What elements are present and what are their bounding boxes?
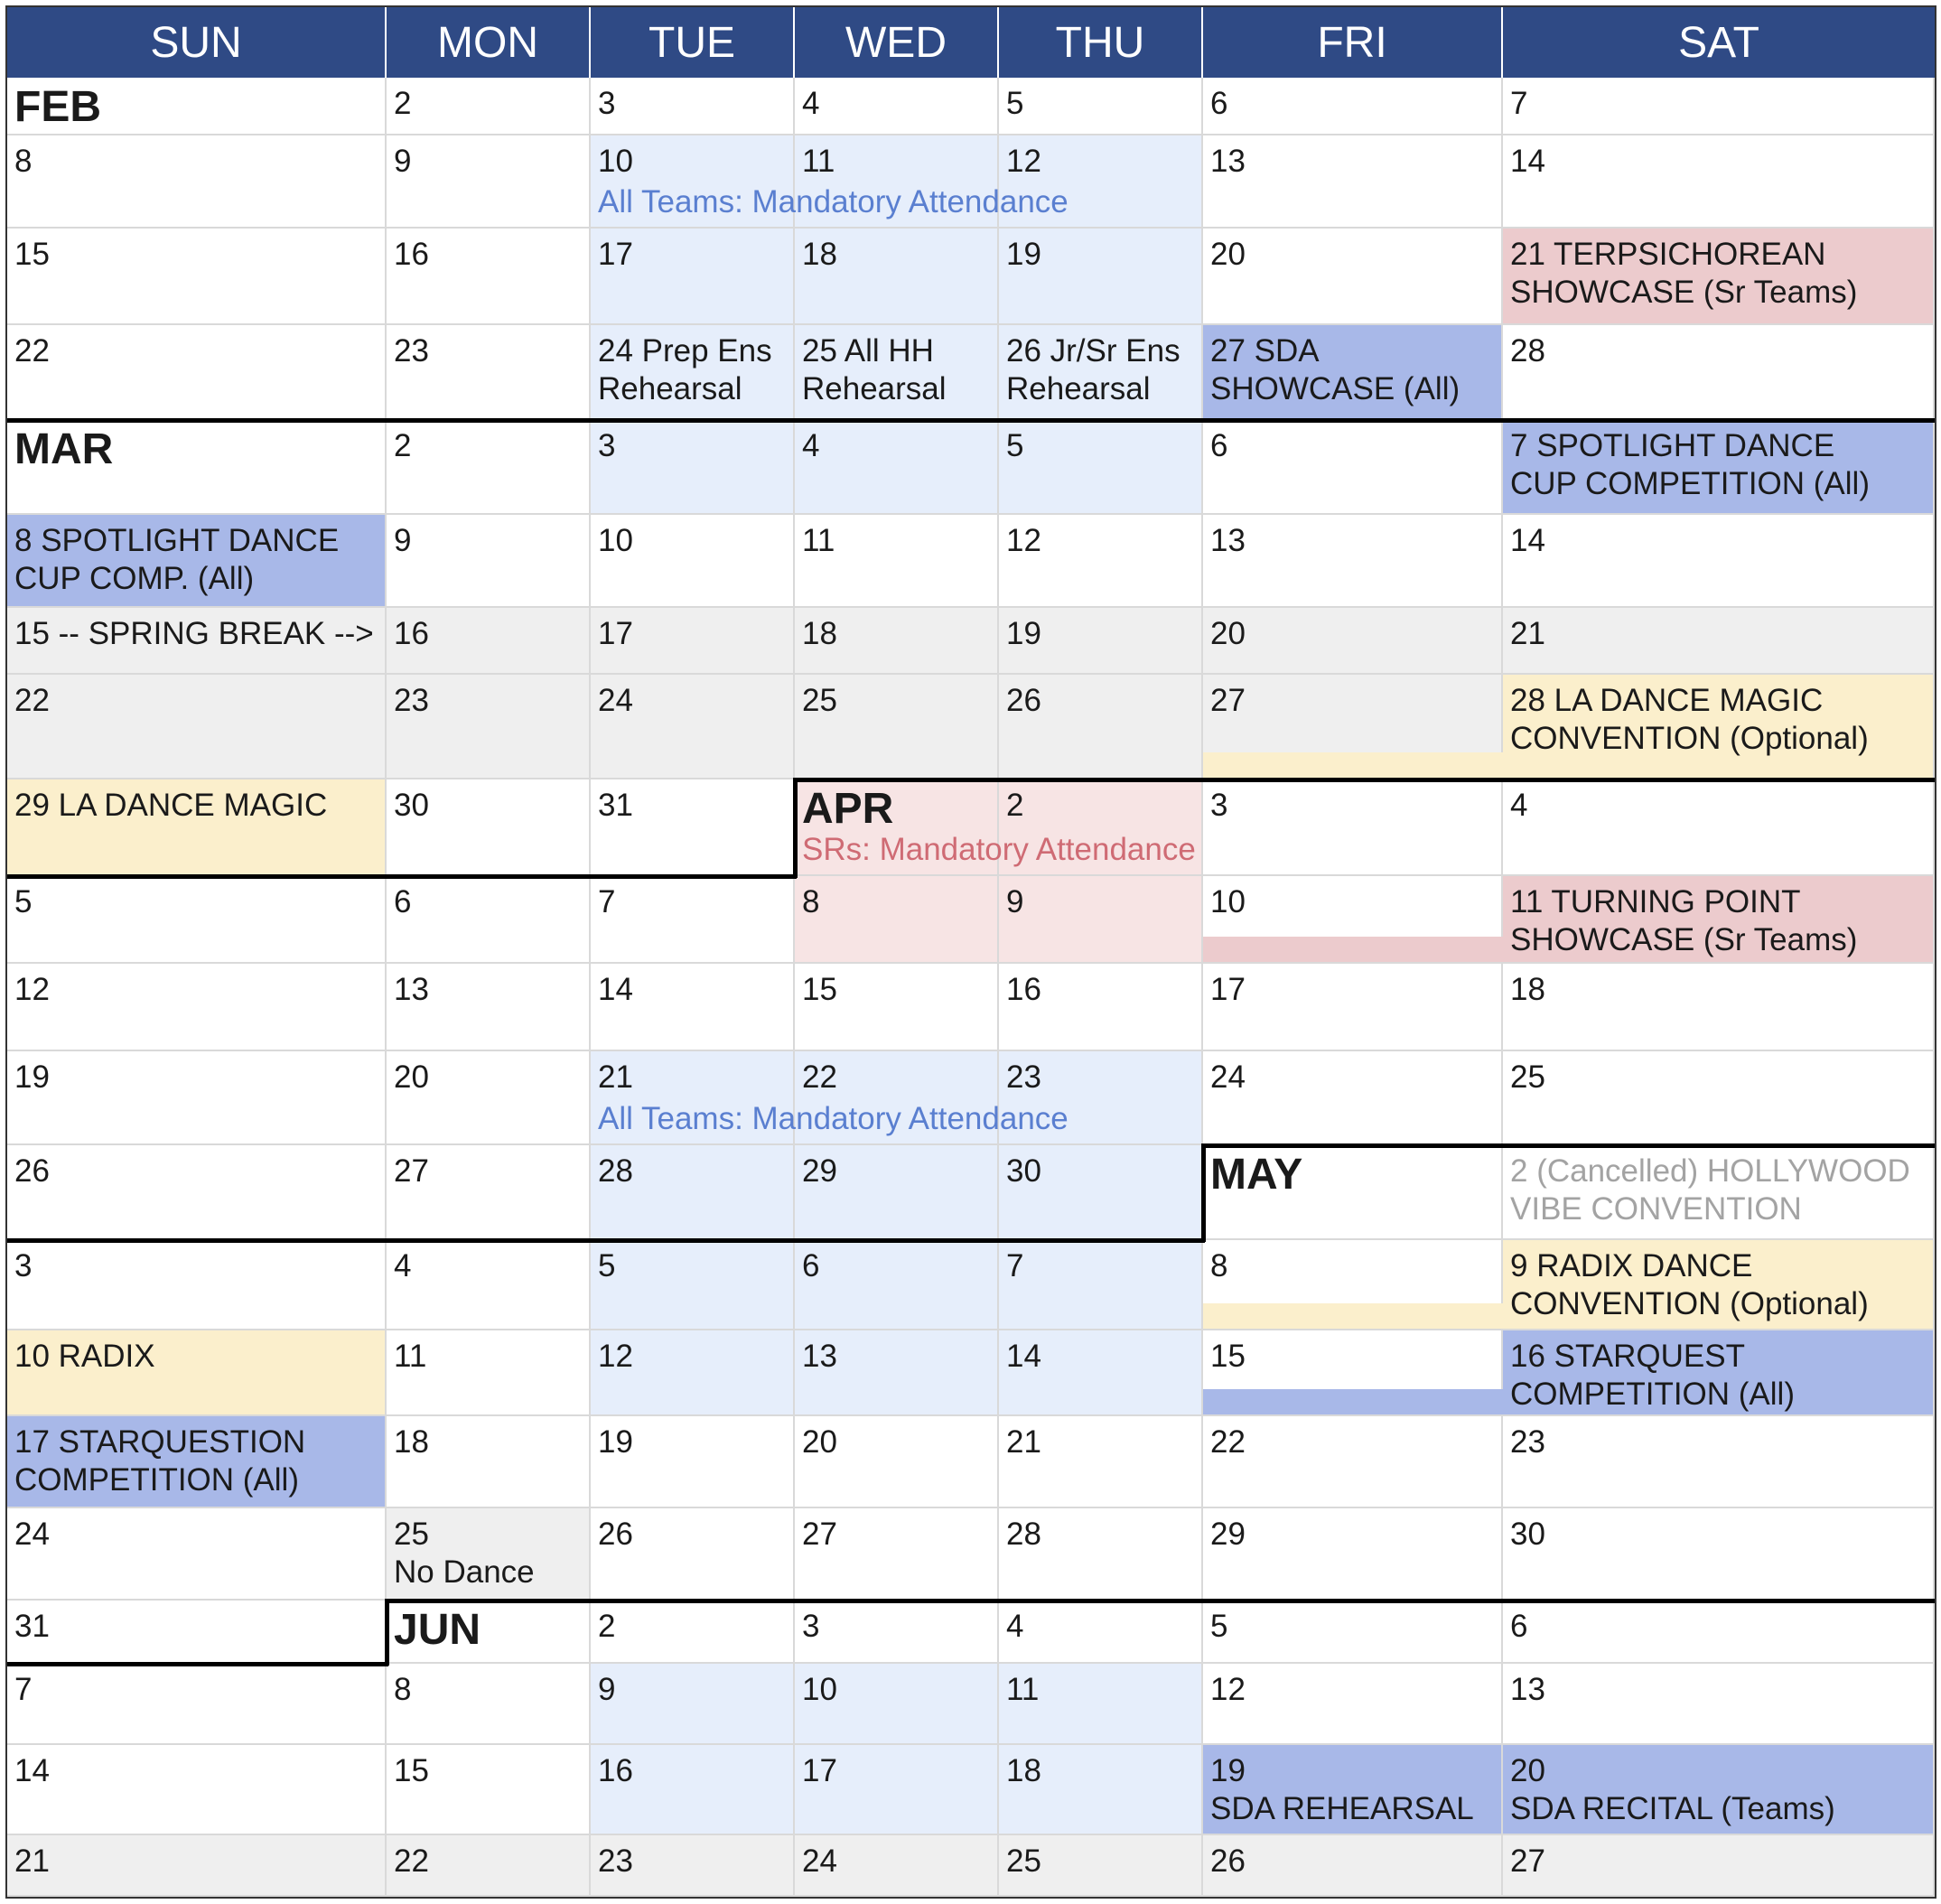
day-cell-text: 10 RADIX xyxy=(14,1339,155,1374)
day-cell-text: 21 xyxy=(1006,1424,1041,1460)
day-cell-text: 7 SPOTLIGHT DANCE CUP COMPETITION (All) xyxy=(1510,428,1870,501)
day-cell-text: 5 xyxy=(14,884,33,919)
day-cell-text: 6 xyxy=(394,884,412,919)
day-cell-text: 2 xyxy=(1006,788,1024,823)
day-cell-text: 20 xyxy=(1210,237,1246,272)
day-cell-text: 5 xyxy=(1210,1609,1228,1644)
day-cell-text: 6 xyxy=(1210,428,1228,463)
day-cell-text: 16 xyxy=(598,1753,633,1788)
day-cell-text: 11 xyxy=(394,1339,427,1374)
day-cell-text: 12 xyxy=(1006,144,1041,179)
day-cell-text: 19 xyxy=(598,1424,633,1460)
day-cell-text: 20 xyxy=(394,1059,429,1095)
day-cell-text: 11 xyxy=(1006,1672,1040,1707)
day-cell-text: 18 xyxy=(1510,972,1545,1007)
day-cell-text: 22 xyxy=(802,1059,837,1095)
day-cell-text: 20 xyxy=(1210,616,1246,651)
day-cell-text: 24 xyxy=(1210,1059,1246,1095)
weekday-header-fri: FRI xyxy=(1203,7,1503,78)
day-cell-text: 21 TERPSICHOREAN SHOWCASE (Sr Teams) xyxy=(1510,237,1858,310)
day-cell-text: 30 xyxy=(394,788,429,823)
day-cell-text: 28 LA DANCE MAGIC CONVENTION (Optional) xyxy=(1510,683,1869,756)
day-cell-text: 21 xyxy=(14,1843,50,1879)
day-cell-text: 5 xyxy=(1006,428,1024,463)
day-cell-text: 4 xyxy=(1006,1609,1024,1644)
day-cell-text: 8 SPOTLIGHT DANCE CUP COMP. (All) xyxy=(14,523,340,596)
day-cell-text: 24 xyxy=(14,1517,50,1552)
day-cell-text: 16 xyxy=(394,616,429,651)
day-cell-text: 12 xyxy=(1210,1672,1246,1707)
day-cell-text: 26 xyxy=(1210,1843,1246,1879)
day-cell-text: 16 xyxy=(394,237,429,272)
day-cell-text: 18 xyxy=(802,616,837,651)
weekday-header-sat: SAT xyxy=(1503,7,1935,78)
day-cell-text: 21 xyxy=(1510,616,1545,651)
day-cell-text: 18 xyxy=(802,237,837,272)
day-cell-text: 29 xyxy=(802,1153,837,1189)
day-cell-text: 13 xyxy=(1510,1672,1545,1707)
day-cell-text: 25 xyxy=(1006,1843,1041,1879)
day-cell-text: 20 SDA RECITAL (Teams) xyxy=(1510,1753,1835,1826)
day-cell-text: 9 xyxy=(394,144,412,179)
day-cell-text: 18 xyxy=(1006,1753,1041,1788)
day-cell-text: 3 xyxy=(14,1248,33,1283)
day-cell-text: 24 Prep Ens Rehearsal xyxy=(598,333,772,406)
day-cell-text: 27 xyxy=(1510,1843,1545,1879)
day-cell-text: 27 xyxy=(1210,683,1246,718)
day-cell-text: 23 xyxy=(598,1843,633,1879)
day-cell-text: 9 xyxy=(598,1672,616,1707)
day-cell-text: 29 xyxy=(1210,1517,1246,1552)
day-cell-text: 15 -- SPRING BREAK --> xyxy=(14,616,374,651)
day-cell-text: 8 xyxy=(1210,1248,1228,1283)
day-cell-text: 13 xyxy=(802,1339,837,1374)
day-cell-text: 27 SDA SHOWCASE (All) xyxy=(1210,333,1460,406)
day-cell-text: 16 STARQUEST COMPETITION (All) xyxy=(1510,1339,1795,1412)
day-cell-text: 20 xyxy=(802,1424,837,1460)
day-cell-text: APR xyxy=(802,785,894,833)
day-cell-text: 3 xyxy=(1210,788,1228,823)
day-cell-text: 19 xyxy=(1006,616,1041,651)
day-cell-text: 10 xyxy=(802,1672,837,1707)
day-cell-text: 24 xyxy=(598,683,633,718)
day-cell-text: 14 xyxy=(1510,144,1545,179)
day-cell-text: 7 xyxy=(1006,1248,1024,1283)
day-cell-text: 28 xyxy=(1510,333,1545,369)
day-cell-text: MAR xyxy=(14,425,114,473)
day-cell-text: 5 xyxy=(598,1248,616,1283)
day-cell-text: 19 SDA REHEARSAL xyxy=(1210,1753,1474,1826)
day-cell-text: 13 xyxy=(1210,144,1246,179)
day-cell-text: 15 xyxy=(1210,1339,1246,1374)
calendar-border xyxy=(5,5,1936,1899)
day-cell-text: 22 xyxy=(1210,1424,1246,1460)
day-cell-text: 2 xyxy=(598,1609,616,1644)
day-cell-text: FEB xyxy=(14,83,101,131)
day-cell-text: 2 xyxy=(394,428,412,463)
day-cell-text: 26 xyxy=(1006,683,1041,718)
day-cell-text: 12 xyxy=(14,972,50,1007)
mandatory-attendance-note: All Teams: Mandatory Attendance xyxy=(598,184,1068,219)
day-cell-text: 23 xyxy=(1006,1059,1041,1095)
day-cell-text: 23 xyxy=(394,683,429,718)
day-cell-text: 30 xyxy=(1006,1153,1041,1189)
day-cell-text: 22 xyxy=(14,683,50,718)
day-cell-text: 8 xyxy=(394,1672,412,1707)
day-cell-text: 8 xyxy=(802,884,820,919)
day-cell-text: MAY xyxy=(1210,1151,1303,1199)
day-cell-text: 2 xyxy=(394,86,412,121)
day-cell-text: 19 xyxy=(14,1059,50,1095)
day-cell-text: JUN xyxy=(394,1606,481,1654)
day-cell-text: 21 xyxy=(598,1059,633,1095)
weekday-header-wed: WED xyxy=(795,7,999,78)
day-cell-text: 12 xyxy=(598,1339,633,1374)
day-cell-text: 25 xyxy=(802,683,837,718)
day-cell-text: 31 xyxy=(598,788,633,823)
day-cell-text: 11 TURNING POINT SHOWCASE (Sr Teams) xyxy=(1510,884,1858,957)
day-cell-text: 23 xyxy=(394,333,429,369)
day-cell-text: 11 xyxy=(802,144,835,179)
day-cell-text: 14 xyxy=(1510,523,1545,558)
day-cell-text: 10 xyxy=(1210,884,1246,919)
day-cell-text: 4 xyxy=(802,428,820,463)
day-cell-text: 13 xyxy=(394,972,429,1007)
day-cell-text: 14 xyxy=(1006,1339,1041,1374)
day-cell-text: 6 xyxy=(1210,86,1228,121)
day-cell-text: 9 xyxy=(1006,884,1024,919)
day-cell-text: 7 xyxy=(1510,86,1528,121)
day-cell-text: 26 xyxy=(14,1153,50,1189)
day-cell-text: 23 xyxy=(1510,1424,1545,1460)
day-cell-text: 25 All HH Rehearsal xyxy=(802,333,947,406)
day-cell-text: 17 xyxy=(598,616,633,651)
weekday-header-tue: TUE xyxy=(591,7,795,78)
weekday-header-mon: MON xyxy=(387,7,591,78)
day-cell-text: 27 xyxy=(394,1153,429,1189)
day-cell-text: 9 xyxy=(394,523,412,558)
day-cell-text: 19 xyxy=(1006,237,1041,272)
day-cell-text: 26 xyxy=(598,1517,633,1552)
day-cell-text: 3 xyxy=(598,86,616,121)
day-cell-text: 17 xyxy=(802,1753,837,1788)
day-cell-text: 10 xyxy=(598,144,633,179)
day-cell-text: 7 xyxy=(14,1672,33,1707)
day-cell-text: 26 Jr/Sr Ens Rehearsal xyxy=(1006,333,1180,406)
day-cell-text: 25 xyxy=(1510,1059,1545,1095)
weekday-header-sun: SUN xyxy=(7,7,387,78)
day-cell-text: 17 STARQUESTION COMPETITION (All) xyxy=(14,1424,306,1498)
day-cell-text: 15 xyxy=(802,972,837,1007)
day-cell-text: 29 LA DANCE MAGIC xyxy=(14,788,328,823)
day-cell-text: 8 xyxy=(14,144,33,179)
day-cell-text: 4 xyxy=(802,86,820,121)
day-cell-text: 17 xyxy=(598,237,633,272)
weekday-header-thu: THU xyxy=(999,7,1203,78)
day-cell-text: 22 xyxy=(394,1843,429,1879)
day-cell-text: 31 xyxy=(14,1609,50,1644)
day-cell-text: 25 No Dance xyxy=(394,1517,535,1590)
day-cell-text: 4 xyxy=(394,1248,412,1283)
day-cell-text: 15 xyxy=(394,1753,429,1788)
day-cell-text: 27 xyxy=(802,1517,837,1552)
day-cell-text: 28 xyxy=(598,1153,633,1189)
day-cell-text: 6 xyxy=(802,1248,820,1283)
day-cell-text: 4 xyxy=(1510,788,1528,823)
day-cell-text: 14 xyxy=(14,1753,50,1788)
day-cell-text: 15 xyxy=(14,237,50,272)
mandatory-attendance-note: All Teams: Mandatory Attendance xyxy=(598,1101,1068,1136)
day-cell-text: 14 xyxy=(598,972,633,1007)
day-cell-text: 13 xyxy=(1210,523,1246,558)
day-cell-text: 30 xyxy=(1510,1517,1545,1552)
day-cell-text: 3 xyxy=(802,1609,820,1644)
day-cell-text: 17 xyxy=(1210,972,1246,1007)
day-cell-text: 2 (Cancelled) HOLLYWOOD VIBE CONVENTION xyxy=(1510,1153,1910,1227)
day-cell-text: 7 xyxy=(598,884,616,919)
day-cell-text: 6 xyxy=(1510,1609,1528,1644)
day-cell-text: 9 RADIX DANCE CONVENTION (Optional) xyxy=(1510,1248,1869,1321)
day-cell-text: 28 xyxy=(1006,1517,1041,1552)
mandatory-attendance-note: SRs: Mandatory Attendance xyxy=(802,832,1196,867)
day-cell-text: 22 xyxy=(14,333,50,369)
day-cell-text: 10 xyxy=(598,523,633,558)
day-cell-text: 24 xyxy=(802,1843,837,1879)
day-cell-text: 12 xyxy=(1006,523,1041,558)
day-cell-text: 11 xyxy=(802,523,835,558)
day-cell-text: 18 xyxy=(394,1424,429,1460)
day-cell-text: 3 xyxy=(598,428,616,463)
day-cell-text: 16 xyxy=(1006,972,1041,1007)
day-cell-text: 5 xyxy=(1006,86,1024,121)
